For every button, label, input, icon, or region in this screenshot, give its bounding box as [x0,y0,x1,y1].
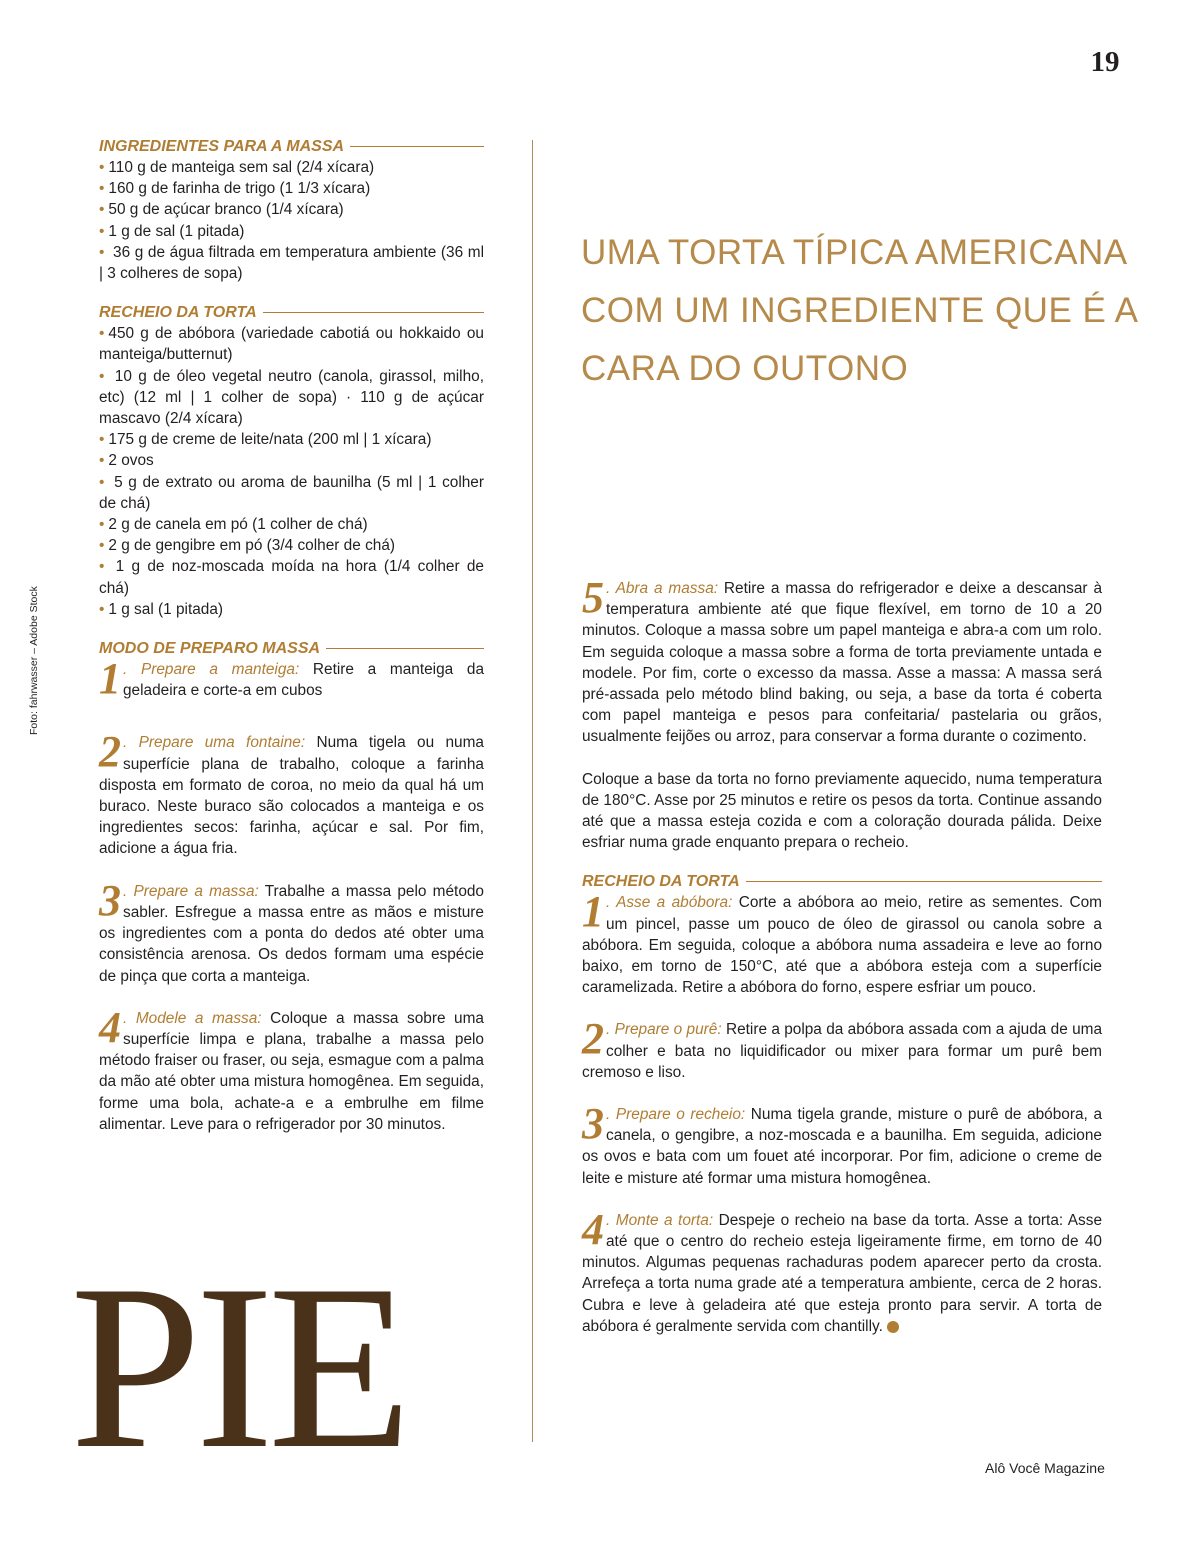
step-paragraph [582,1099,1102,1189]
step-title: . Prepare o recheio: [606,1106,746,1124]
step-number: 4 [99,1002,121,1052]
step-paragraph [582,1204,1103,1337]
section-heading-ingredients [99,136,484,157]
list-item: • 450 g de abóbora (variedade cabotiá ou hokkaido ou manteiga/butternut) [99,325,484,364]
bullet-icon: • [99,558,105,576]
step-number: 4 [582,1204,604,1254]
step-title: . Prepare a manteiga: [123,661,300,679]
list-item: • 2 g de canela em pó (1 colher de chá) [99,516,368,534]
heading-rule [326,648,484,649]
recheio-list [99,323,484,620]
bullet-icon: • [99,473,105,491]
pie-title: PIE [70,1268,406,1458]
left-column [99,136,484,1135]
step-text: Numa tigela grande, misture o purê de abóbora, a canela, o gengibre, a noz-moscada e a baunilha. Em seguida, adicione os ovos e bata com um fouet até incorporar. Por fim, adicione o creme de leite e misture até formar uma mistura homogênea. [582,1106,1102,1187]
step-text: Retire a polpa da abóbora assada com a ajuda de uma colher e bata no liquidificador ou mixer para formar um purê bem cremoso e liso. [582,1021,1103,1081]
step-title: . Prepare a massa: [123,882,259,900]
heading-rule [263,312,484,313]
step-number: 2 [99,727,121,777]
headline [581,224,1171,398]
step-title: . Prepare uma fontaine: [123,734,306,752]
step-title: . Prepare o purê: [606,1021,722,1039]
bullet-icon: • [99,431,105,449]
list-item: • 2 ovos [99,452,154,470]
list-item: • 160 g de farinha de trigo (1 1/3 xícara) [99,180,371,198]
step-number: 1 [582,887,604,937]
list-item: • 10 g de óleo vegetal neutro (canola, girassol, milho, etc) (12 ml | 1 colher de sopa) · 110 g de açúcar mascavo (2/4 xícara) [99,367,484,428]
headline-line: UMA TORTA TÍPICA AMERICANA [581,233,1128,272]
body-paragraph: Coloque a base da torta no forno previamente aquecido, numa temperatura de 180°C. Asse por 25 minutos e retire os pesos da torta. Continue assando até que a massa esteja cozida e com a coloração dourada pálida. Deixe esfriar numa grade enquanto prepara o recheio. [582,770,1102,852]
section-heading-label: INGREDIENTES PARA A MASSA [99,138,345,155]
step-paragraph [582,573,1102,748]
bullet-icon: • [99,537,105,555]
bullet-icon: • [99,452,105,470]
column-divider [532,140,533,1442]
step-number: 3 [582,1099,604,1149]
bullet-icon: • [99,367,105,385]
list-item: • 110 g de manteiga sem sal (2/4 xícara) [99,159,375,176]
list-item: • 1 g sal (1 pitada) [99,600,224,618]
magazine-footer: Alô Você Magazine [985,1460,1105,1476]
step-paragraph [99,654,485,704]
step-paragraph [582,887,1102,998]
step-text: Retire a massa do refrigerador e deixe a descansar à temperatura ambiente até que fique flexível, em torno de 10 a 20 minutos. Coloque a massa sobre um papel manteiga e abra-a com um rolo. Em seguida coloque a massa sobre a forma de torta previamente untada e modele. Por fim, corte o excesso da massa. Asse a massa: A massa será pré-assada pelo método blind baking, ou seja, a base da torta é coberta com papel manteiga e pesos para confeitaria/ pastelaria ou grãos, usualmente feijões ou arroz, para conservar a forma durante o cozimento. [582,580,1102,746]
step-paragraph [99,1002,484,1135]
list-item: • 36 g de água filtrada em temperatura ambiente (36 ml | 3 colheres de sopa) [99,243,484,283]
headline-line: COM UM INGREDIENTE QUE É A [581,291,1139,330]
list-item: • 5 g de extrato ou aroma de baunilha (5 ml | 1 colher de chá) [99,473,484,512]
right-column [582,573,1103,1337]
step-text: Retire a manteiga da geladeira e corte-a em cubos [123,661,485,700]
list-item: • 2 g de gengibre em pó (3/4 colher de chá) [99,537,396,555]
section-heading-label: RECHEIO DA TORTA [99,304,257,322]
step-text: Coloque a massa sobre uma superfície limpa e plana, trabalhe a massa pelo método fraiser ou fraser, ou seja, esmague com a palma da mão até obter uma mistura homogênea. Em seguida, forme uma bola, achate-a e a embrulhe em filme alimentar. Leve para o refrigerador por 30 minutos. [99,1009,484,1133]
section-heading-recheio-right [582,871,1102,892]
step-text: Corte a abóbora ao meio, retire as sementes. Com um pincel, passe um pouco de óleo de girassol ou canola sobre a abóbora. Em seguida, coloque a abóbora numa assadeira e leve ao forno baixo, em torno de 150°C, até que a abóbora esteja com a superfície caramelizada. Retire a abóbora do forno, espere esfriar um pouco. [582,894,1102,997]
list-item: • 1 g de sal (1 pitada) [99,222,245,240]
step-title: . Abra a massa: [606,580,719,597]
bullet-icon: • [99,180,105,198]
step-title: . Monte a torta: [606,1211,714,1229]
step-number: 5 [582,573,604,622]
end-mark-icon [887,1321,899,1333]
bullet-icon: • [99,516,105,534]
step-title: . Modele a massa: [123,1009,262,1027]
list-item: • 50 g de açúcar branco (1/4 xícara) [99,201,344,219]
heading-rule [350,146,484,147]
section-heading-label: MODO DE PREPARO MASSA [99,640,321,658]
step-text: Numa tigela ou numa superfície plana de trabalho, coloque a farinha disposta em formato de coroa, no meio da qual há um buraco. Neste buraco são colocados a manteiga e os ingredientes secos: farinha, açúcar e sal. Por fim, adicione a água fria. [99,734,484,858]
page-number: 19 [1090,46,1120,78]
heading-rule [746,881,1102,882]
step-title: . Asse a abóbora: [606,894,733,912]
step-number: 3 [99,875,121,925]
bullet-icon: • [99,325,105,343]
bullet-icon: • [99,159,105,176]
photo-credit: Foto: fahrwasser – Adobe Stock [28,586,40,735]
bullet-icon: • [99,222,105,240]
step-number: 2 [582,1014,604,1064]
bullet-icon: • [99,201,105,219]
bullet-icon: • [99,243,105,261]
step-paragraph [99,727,484,859]
list-item: • 175 g de creme de leite/nata (200 ml | 1 xícara) [99,431,432,449]
step-text: Trabalhe a massa pelo método sabler. Esfregue a massa entre as mãos e misture os ingredientes com a ponta do dedos até obter uma consistência arenosa. Os dedos formam uma espécie de pinça que corta a manteiga. [99,882,484,985]
section-heading-label: RECHEIO DA TORTA [582,873,740,891]
list-item: • 1 g de noz-moscada moída na hora (1/4 colher de chá) [99,558,484,597]
step-paragraph [582,1014,1103,1083]
step-number: 1 [99,654,121,704]
step-text: Despeje o recheio na base da torta. Asse a torta: Asse até que o centro do recheio esteja ligeiramente firme, em torno de 40 minutos. Algumas pequenas rachaduras podem aparecer perto da crosta. Arrefeça a torta numa grade até a temperatura ambiente, cerca de 2 horas. Cubra e leve à geladeira até que esteja pronto para servir. A torta de abóbora é geralmente servida com chantilly. [582,1211,1103,1335]
section-heading-recheio [99,302,484,323]
headline-line: CARA DO OUTONO [581,349,909,388]
ingredients-list [99,157,484,284]
section-heading-modo [99,638,484,659]
step-paragraph [99,875,484,987]
bullet-icon: • [99,600,105,618]
